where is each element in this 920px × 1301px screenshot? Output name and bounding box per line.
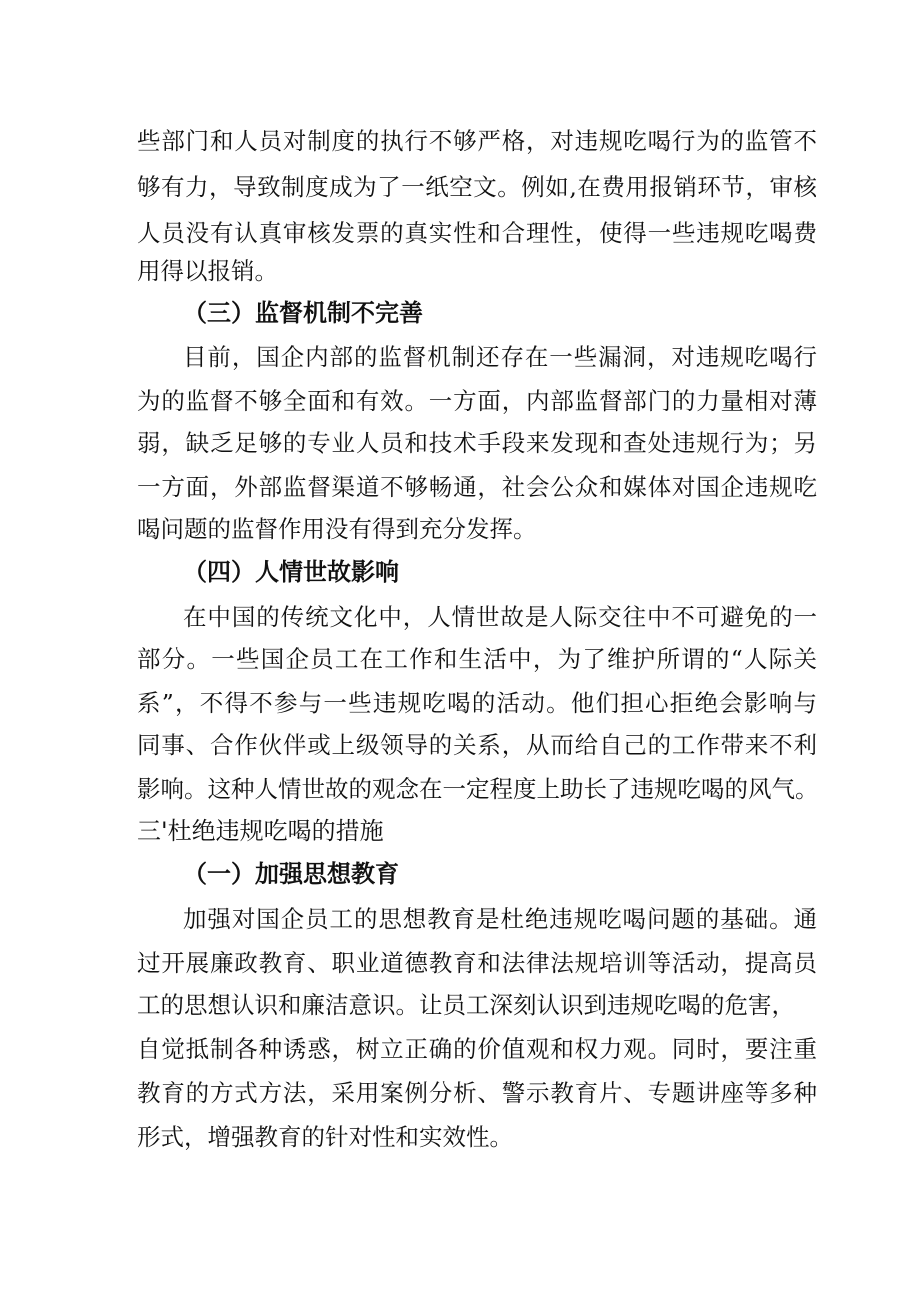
paragraph-line: 用得以报销。 xyxy=(137,257,278,285)
paragraph-line: 些部门和人员对制度的执行不够严格，对违规吃喝行为的监管不 xyxy=(137,127,817,155)
paragraph-line: 弱，缺乏足够的专业人员和技术手段来发现和查处违规行为；另 xyxy=(137,429,817,457)
paragraph-line: 为的监督不够全面和有效。一方面，内部监督部门的力量相对薄 xyxy=(137,387,817,415)
paragraph-line: 同事、合作伙伴或上级领导的关系，从而给自己的工作带来不利 xyxy=(137,731,817,759)
paragraph-line: 系”，不得不参与一些违规吃喝的活动。他们担心拒绝会影响与 xyxy=(137,689,817,717)
paragraph-line: 教育的方式方法，采用案例分析、警示教育片、专题讲座等多种 xyxy=(137,1079,817,1107)
paragraph-line: 够有力，导致制度成为了一纸空文。例如,在费用报销环节，审核 xyxy=(137,173,817,201)
paragraph-line: 自觉抵制各种诱惑，树立正确的价值观和权力观。同时，要注重 xyxy=(137,1035,817,1063)
paragraph-line: 部分。一些国企员工在工作和生活中，为了维护所谓的“人际关 xyxy=(137,645,817,673)
paragraph-line: 影响。这种人情世故的观念在一定程度上助长了违规吃喝的风气。 xyxy=(137,775,819,803)
subheading-education: （一）加强思想教育 xyxy=(183,860,399,888)
subheading-relationships: （四）人情世故影响 xyxy=(183,558,399,586)
paragraph-line: 人员没有认真审核发票的真实性和合理性，使得一些违规吃喝费 xyxy=(137,219,817,247)
paragraph-line: 形式，增强教育的针对性和实效性。 xyxy=(137,1123,513,1151)
paragraph-line: 喝问题的监督作用没有得到充分发挥。 xyxy=(137,515,537,543)
paragraph-line: 加强对国企员工的思想教育是杜绝违规吃喝问题的基础。通 xyxy=(183,905,817,933)
paragraph-line: 在中国的传统文化中，人情世故是人际交往中不可避免的一 xyxy=(183,603,817,631)
paragraph-line: 目前，国企内部的监督机制还存在一些漏洞，对违规吃喝行 xyxy=(183,343,817,371)
paragraph-line: 一方面，外部监督渠道不够畅通，社会公众和媒体对国企违规吃 xyxy=(137,473,817,501)
paragraph-line: 工的思想认识和廉洁意识。让员工深刻认识到违规吃喝的危害， xyxy=(137,991,795,1019)
section-title-measures: 三'杜绝违规吃喝的措施 xyxy=(137,817,384,845)
subheading-supervision: （三）监督机制不完善 xyxy=(183,299,423,327)
paragraph-line: 过开展廉政教育、职业道德教育和法律法规培训等活动，提高员 xyxy=(137,949,817,977)
